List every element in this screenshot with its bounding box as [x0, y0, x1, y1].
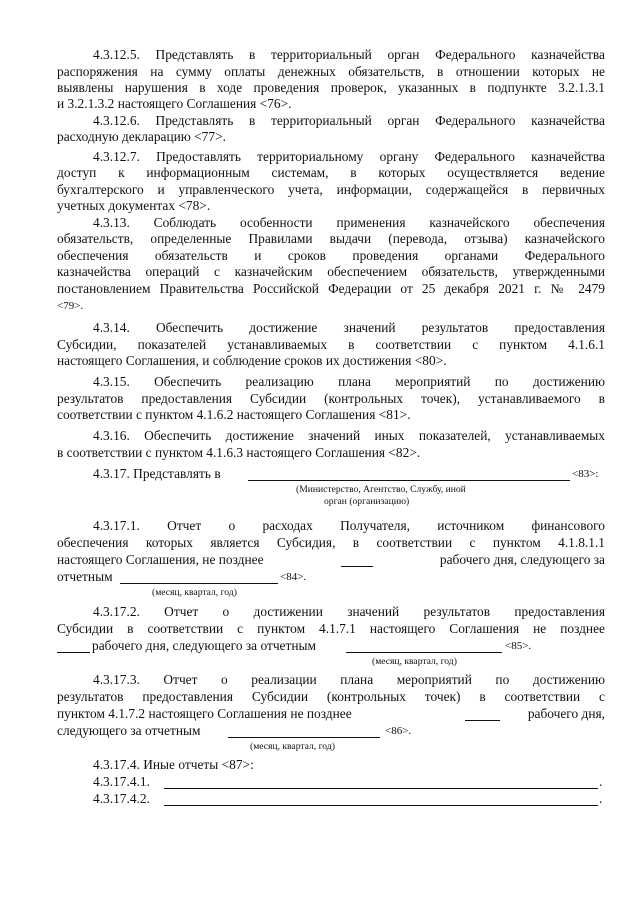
para-4-3-17-1-line3a: настоящего Соглашения, не позднее — [57, 552, 264, 567]
organ-caption-line2: орган (организацию) — [324, 496, 410, 507]
para-4-3-16-line1: 4.3.16. Обеспечить достижение значений иных показателей, устанавливаемых — [93, 428, 605, 443]
para-4-3-17-3-line3b: рабочего дня, — [527, 706, 605, 721]
period-blank-1[interactable] — [120, 583, 278, 584]
days-blank-2[interactable] — [57, 652, 90, 653]
other-report-2-dot: . — [599, 791, 603, 806]
para-4-3-15-line3: соответствии с пунктом 4.1.6.2 настоящего Соглашения <81>. — [57, 407, 411, 422]
para-4-3-14-line3: настоящего Соглашения, и соблюдение сроков их достижения <80>. — [57, 353, 447, 368]
other-report-1-blank[interactable] — [164, 788, 598, 789]
period-caption-1: (месяц, квартал, год) — [152, 587, 237, 598]
para-4-3-17-1-footnote: <84>. — [280, 571, 307, 583]
para-4-3-17-3-footnote: <86>. — [385, 725, 412, 737]
para-4-3-17-start: 4.3.17. Представлять в — [93, 466, 221, 481]
days-blank-1[interactable] — [341, 566, 373, 567]
para-4-3-12-5-line1: 4.3.12.5. Представлять в территориальный орган Федерального казначейства — [93, 47, 605, 62]
period-blank-2[interactable] — [346, 652, 502, 653]
para-4-3-12-5-line4: и 3.2.1.3.2 настоящего Соглашения <76>. — [57, 96, 292, 111]
para-4-3-12-5-line3: выявлены нарушения в ходе проведения проверок, указанных в подпункте 3.2.1.3.1 — [57, 80, 605, 95]
para-4-3-17-2-footnote: <85>. — [505, 640, 532, 652]
days-blank-3[interactable] — [465, 720, 500, 721]
period-caption-3: (месяц, квартал, год) — [250, 741, 335, 752]
para-4-3-17-2-line2: Субсидии в соответствии с пунктом 4.1.7.1 настоящего Соглашения не позднее — [57, 621, 605, 636]
para-4-3-17-3-line4a: следующего за отчетным — [57, 723, 201, 738]
para-4-3-13-line6: <79>. — [57, 300, 84, 312]
para-4-3-13-line1: 4.3.13. Соблюдать особенности применения казначейского обеспечения — [93, 215, 605, 230]
para-4-3-17-footnote: <83>: — [572, 468, 599, 480]
organ-caption-line1: (Министерство, Агентство, Службу, иной — [296, 484, 466, 495]
para-4-3-13-line5: постановлением Правительства Российской Федерации от 25 декабря 2021 г. № 2479 — [57, 281, 605, 296]
para-4-3-12-7-line4: учетных документах <78>. — [57, 198, 211, 213]
para-4-3-15-line2: результатов предоставления Субсидии (контрольных точек), устанавливаемого в — [57, 391, 605, 406]
period-blank-3[interactable] — [228, 737, 380, 738]
para-4-3-17-2-line1: 4.3.17.2. Отчет о достижении значений результатов предоставления — [93, 604, 605, 619]
para-4-3-17-4-title: 4.3.17.4. Иные отчеты <87>: — [93, 757, 254, 772]
para-4-3-13-line3: обеспечения обязательств и сроков проведения органами Федерального — [57, 248, 605, 263]
para-4-3-12-7-line3: бухгалтерского и управленческого учета, информации, содержащейся в первичных — [57, 182, 605, 197]
other-report-1-dot: . — [599, 774, 603, 789]
period-caption-2: (месяц, квартал, год) — [372, 656, 457, 667]
other-report-1-number: 4.3.17.4.1. — [93, 774, 150, 789]
para-4-3-12-7-line1: 4.3.12.7. Предоставлять территориальному органу Федерального казначейства — [93, 149, 605, 164]
other-report-2-blank[interactable] — [164, 805, 598, 806]
para-4-3-12-5-line2: распоряжения на сумму оплаты денежных обязательств, в отношении которых не — [57, 64, 605, 79]
para-4-3-17-1-line4a: отчетным — [57, 569, 113, 584]
para-4-3-14-line2: Субсидии, показателей устанавливаемых в соответствии с пунктом 4.1.6.1 — [57, 337, 605, 352]
organ-blank-line[interactable] — [248, 480, 570, 481]
para-4-3-12-6-line2: расходную декларацию <77>. — [57, 129, 226, 144]
other-report-2-number: 4.3.17.4.2. — [93, 791, 150, 806]
para-4-3-17-1-line2: обеспечения которых является Субсидия, в соответствии с пунктом 4.1.8.1.1 — [57, 535, 605, 550]
para-4-3-12-6-line1: 4.3.12.6. Представлять в территориальный орган Федерального казначейства — [93, 113, 605, 128]
para-4-3-17-3-line3a: пунктом 4.1.7.2 настоящего Соглашения не позднее — [57, 706, 352, 721]
para-4-3-17-1-line1: 4.3.17.1. Отчет о расходах Получателя, источником финансового — [93, 518, 605, 533]
para-4-3-13-line2: обязательств, определенные Правилами выдачи (перевода, отзыва) казначейского — [57, 231, 605, 246]
para-4-3-17-3-line1: 4.3.17.3. Отчет о реализации плана мероприятий по достижению — [93, 672, 605, 687]
para-4-3-17-2-line3a: рабочего дня, следующего за отчетным — [92, 638, 316, 653]
para-4-3-15-line1: 4.3.15. Обеспечить реализацию плана мероприятий по достижению — [93, 374, 605, 389]
para-4-3-14-line1: 4.3.14. Обеспечить достижение значений результатов предоставления — [93, 320, 605, 335]
para-4-3-17-1-line3b: рабочего дня, следующего за — [439, 552, 605, 567]
para-4-3-12-7-line2: доступ к информационным системам, в которых осуществляется ведение — [57, 165, 605, 180]
para-4-3-13-line4: казначейства операций с казначейским обеспечением обязательств, утвержденными — [57, 264, 605, 279]
para-4-3-17-3-line2: результатов предоставления Субсидии (контрольных точек) в соответствии с — [57, 689, 605, 704]
para-4-3-16-line2: в соответствии с пунктом 4.1.6.3 настоящего Соглашения <82>. — [57, 445, 421, 460]
